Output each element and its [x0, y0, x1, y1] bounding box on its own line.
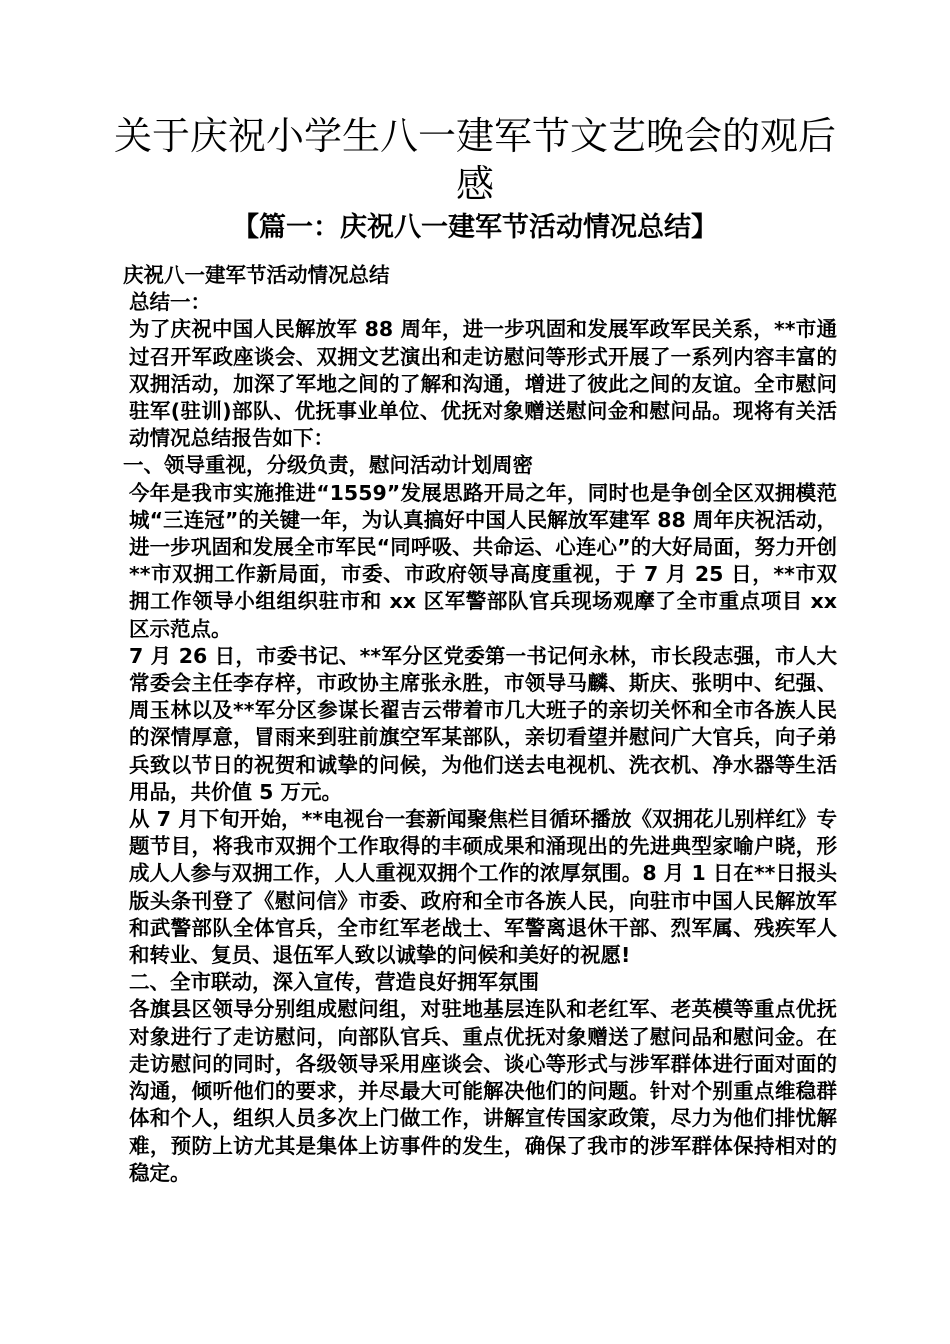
body-paragraph: 从 7 月下旬开始，**电视台一套新闻聚焦栏目循环播放《双拥花儿别样红》专题节目，将我市双拥个工作取得的丰硕成果和涌现出的先进典型家喻户晓，形成人人参与双拥工作，人人重视双拥个工作的浓厚氛围。8 月 1 日在**日报头版头条刊登了《慰问信》市委、政府和全市各族人民，向驻市中国人民解放军和武警部队全体官兵，全市红军老战士、军警离退休干部、烈军属、残疾军人和转业、复员、退伍军人致以诚挚的问候和美好的祝愿! [129, 807, 837, 968]
body-paragraph: 为了庆祝中国人民解放军 88 周年，进一步巩固和发展军政军民关系，**市通过召开军政座谈会、双拥文艺演出和走访慰问等形式开展了一系列内容丰富的双拥活动，加深了军地之间的了解和沟通，增进了彼此之间的友谊。全市慰问驻军(驻训)部队、优抚事业单位、优抚对象赠送慰问金和慰问品。现将有关活动情况总结报告如下： [129, 317, 837, 451]
body-paragraph: 7 月 26 日，市委书记、**军分区党委第一书记何永林，市长段志强，市人大常委会主任李存梓，市政协主席张永胜，市领导马麟、斯庆、张明中、纪强、周玉林以及**军分区参谋长翟吉云带着市几大班子的亲切关怀和全市各族人民的深情厚意，冒雨来到驻前旗空军某部队，亲切看望并慰问广大官兵，向子弟兵致以节日的祝贺和诚挚的问候，为他们送去电视机、洗衣机、净水器等生活用品，共价值 5 万元。 [129, 643, 837, 804]
section-heading: 二、全市联动，深入宣传，营造良好拥军氛围 [129, 970, 539, 995]
section-subheading: 总结一： [129, 290, 211, 315]
document-body [117, 262, 837, 1187]
section-heading: 庆祝八一建军节活动情况总结 [123, 263, 390, 287]
section-heading: 一、领导重视，分级负责，慰问活动计划周密 [123, 453, 533, 478]
document-title: 关于庆祝小学生八一建军节文艺晚会的观后感 [113, 114, 836, 206]
body-paragraph: 今年是我市实施推进“1559”发展思路开局之年，同时也是争创全区双拥模范城“三连冠”的关键一年，为认真搞好中国人民解放军建军 88 周年庆祝活动，进一步巩固和发展全市军民“同呼吸、共命运、心连心”的大好局面，努力开创**市双拥工作新局面，市委、市政府领导高度重视，于 7 月 25 日，**市双拥工作领导小组组织驻市和 xx 区军警部队官兵现场观摩了全市重点项目 xx 区示范点。 [129, 480, 837, 641]
document-subtitle: 【篇一：庆祝八一建军节活动情况总结】 [232, 212, 718, 243]
body-paragraph: 各旗县区领导分别组成慰问组，对驻地基层连队和老红军、老英模等重点优抚对象进行了走访慰问，向部队官兵、重点优抚对象赠送了慰问品和慰问金。在走访慰问的同时，各级领导采用座谈会、谈心等形式与涉军群体进行面对面的沟通，倾听他们的要求，并尽最大可能解决他们的问题。针对个别重点维稳群体和个人，组织人员多次上门做工作，讲解宣传国家政策，尽力为他们排忧解难，预防上访尤其是集体上访事件的发生，确保了我市的涉军群体保持相对的稳定。 [129, 997, 837, 1185]
